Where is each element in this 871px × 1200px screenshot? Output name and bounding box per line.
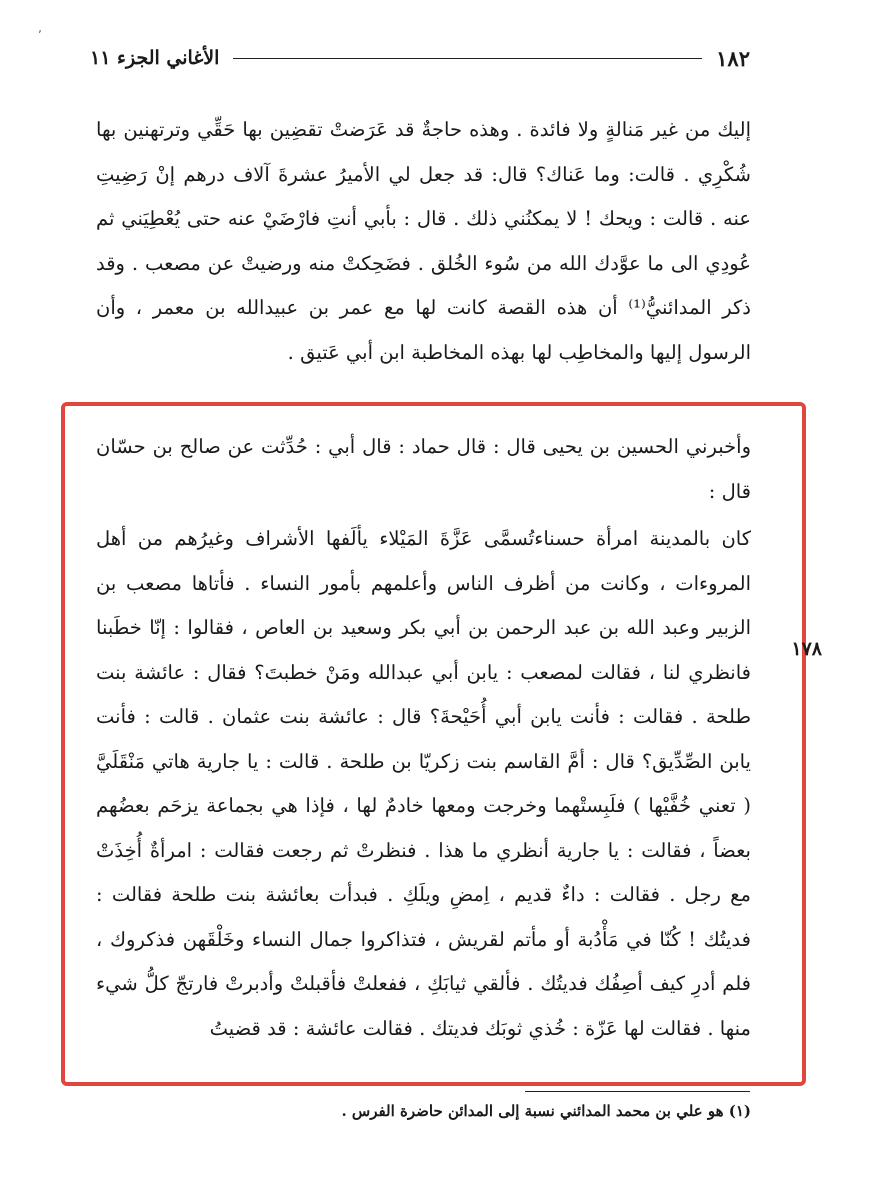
boxed-paragraph-isnad: وأخبرني الحسين بن يحيى قال : قال حماد : قال أبي : حُدِّثت عن صالح بن حسّان قال : [96,435,751,503]
page-header [90,38,750,78]
book-title: الأغاني الجزء ١١ [90,47,220,69]
footnote: (١) هو علي بن محمد المدائني نسبة إلى المدائن حاضرة الفرس . [341,1102,751,1120]
page-number: ١٨٢ [716,45,750,71]
top-paragraph: إليك من غير مَنالةٍ ولا فائدة . وهذه حاجةٌ قد عَرَضتْ تقضِين بها حَقِّي وترتهنين بها شُكْرِي . قالت: وما عَناك؟ قال: قد جعل لي الأميرُ عشرةَ آلاف درهم إنْ رَضِيتِ عنه . قالت : ويحك ! لا يمكنُني ذلك . قال : بأبي أنتِ فارْضَيْ عنه حتى يُعْطِيَني ثم عُودِي الى ما عوَّدك الله من سُوء الخُلق . فضَحِكتْ منه ورضيتْ عن مصعب . وقد ذكر المدائنيُّ⁽¹⁾ أن هذه القصة كانت لها مع عمر بن عبيدالله بن معمر ، وأن الرسول إليها والمخاطِب لها بهذه المخاطبة ابن أبي عَتيق . [96,118,751,364]
scan-mark: ٬ [38,28,42,42]
margin-number: ١٧٨ [791,638,822,660]
boxed-paragraph-story: كان بالمدينة امرأة حسناءتُسمَّى عَزَّةَ المَيْلاء يألَفها الأشراف وغيرُهم من أهل المروءات ، وكانت من أظرف الناس وأعلمهم بأمور النساء . فأتاها مصعب بن الزبير وعبد الله بن عبد الرحمن بن أبي بكر وسعيد بن العاص ، فقالوا : إنّا خطَبنا فانظري لنا ، فقالت لمصعب : يابن أبي عبدالله ومَنْ خطبتَ؟ فقال : عائشة بنت طلحة . فقالت : فأنت يابن أبي أُحَيْحةَ؟ قال : عائشة بنت عثمان . قالت : فأنت يابن الصِّدِّيق؟ قال : أمَّ القاسم بنت زكريّا بن طلحة . قالت : يا جارية هاتي مَنْقَلَيَّ ( تعني خُفَّيْها ) فلَبِستْهما وخرجت ومعها خادمٌ لها ، فإذا هي بجماعة يزحَم بعضُهم بعضاً ، فقالت : يا جارية أنظري ما هذا . فنظرتْ ثم رجعت فقالت : امرأةٌ أُخِذَتْ مع رجل . فقالت : داءٌ قديم ، اِمضِ ويلَكِ . فبدأت بعائشة بنت طلحة فقالت : فديتُك ! كُنّا في مَأْدُبة أو مأتم لقريش ، فتذاكروا جمال النساء وخَلْقَهن فذكروك ، فلم أدرِ كيف أصِفُك فديتُك . فألقي ثيابَكِ ، ففعلتْ فأقبلتْ وأدبرتْ فارتجّ كلُّ شيء منها . فقالت لها عَزّة : خُذي ثوبَك فديتك . فقالت عائشة : قد قضيتُ [96,527,751,1040]
footnote-rule [525,1091,750,1092]
header-rule [233,58,702,59]
